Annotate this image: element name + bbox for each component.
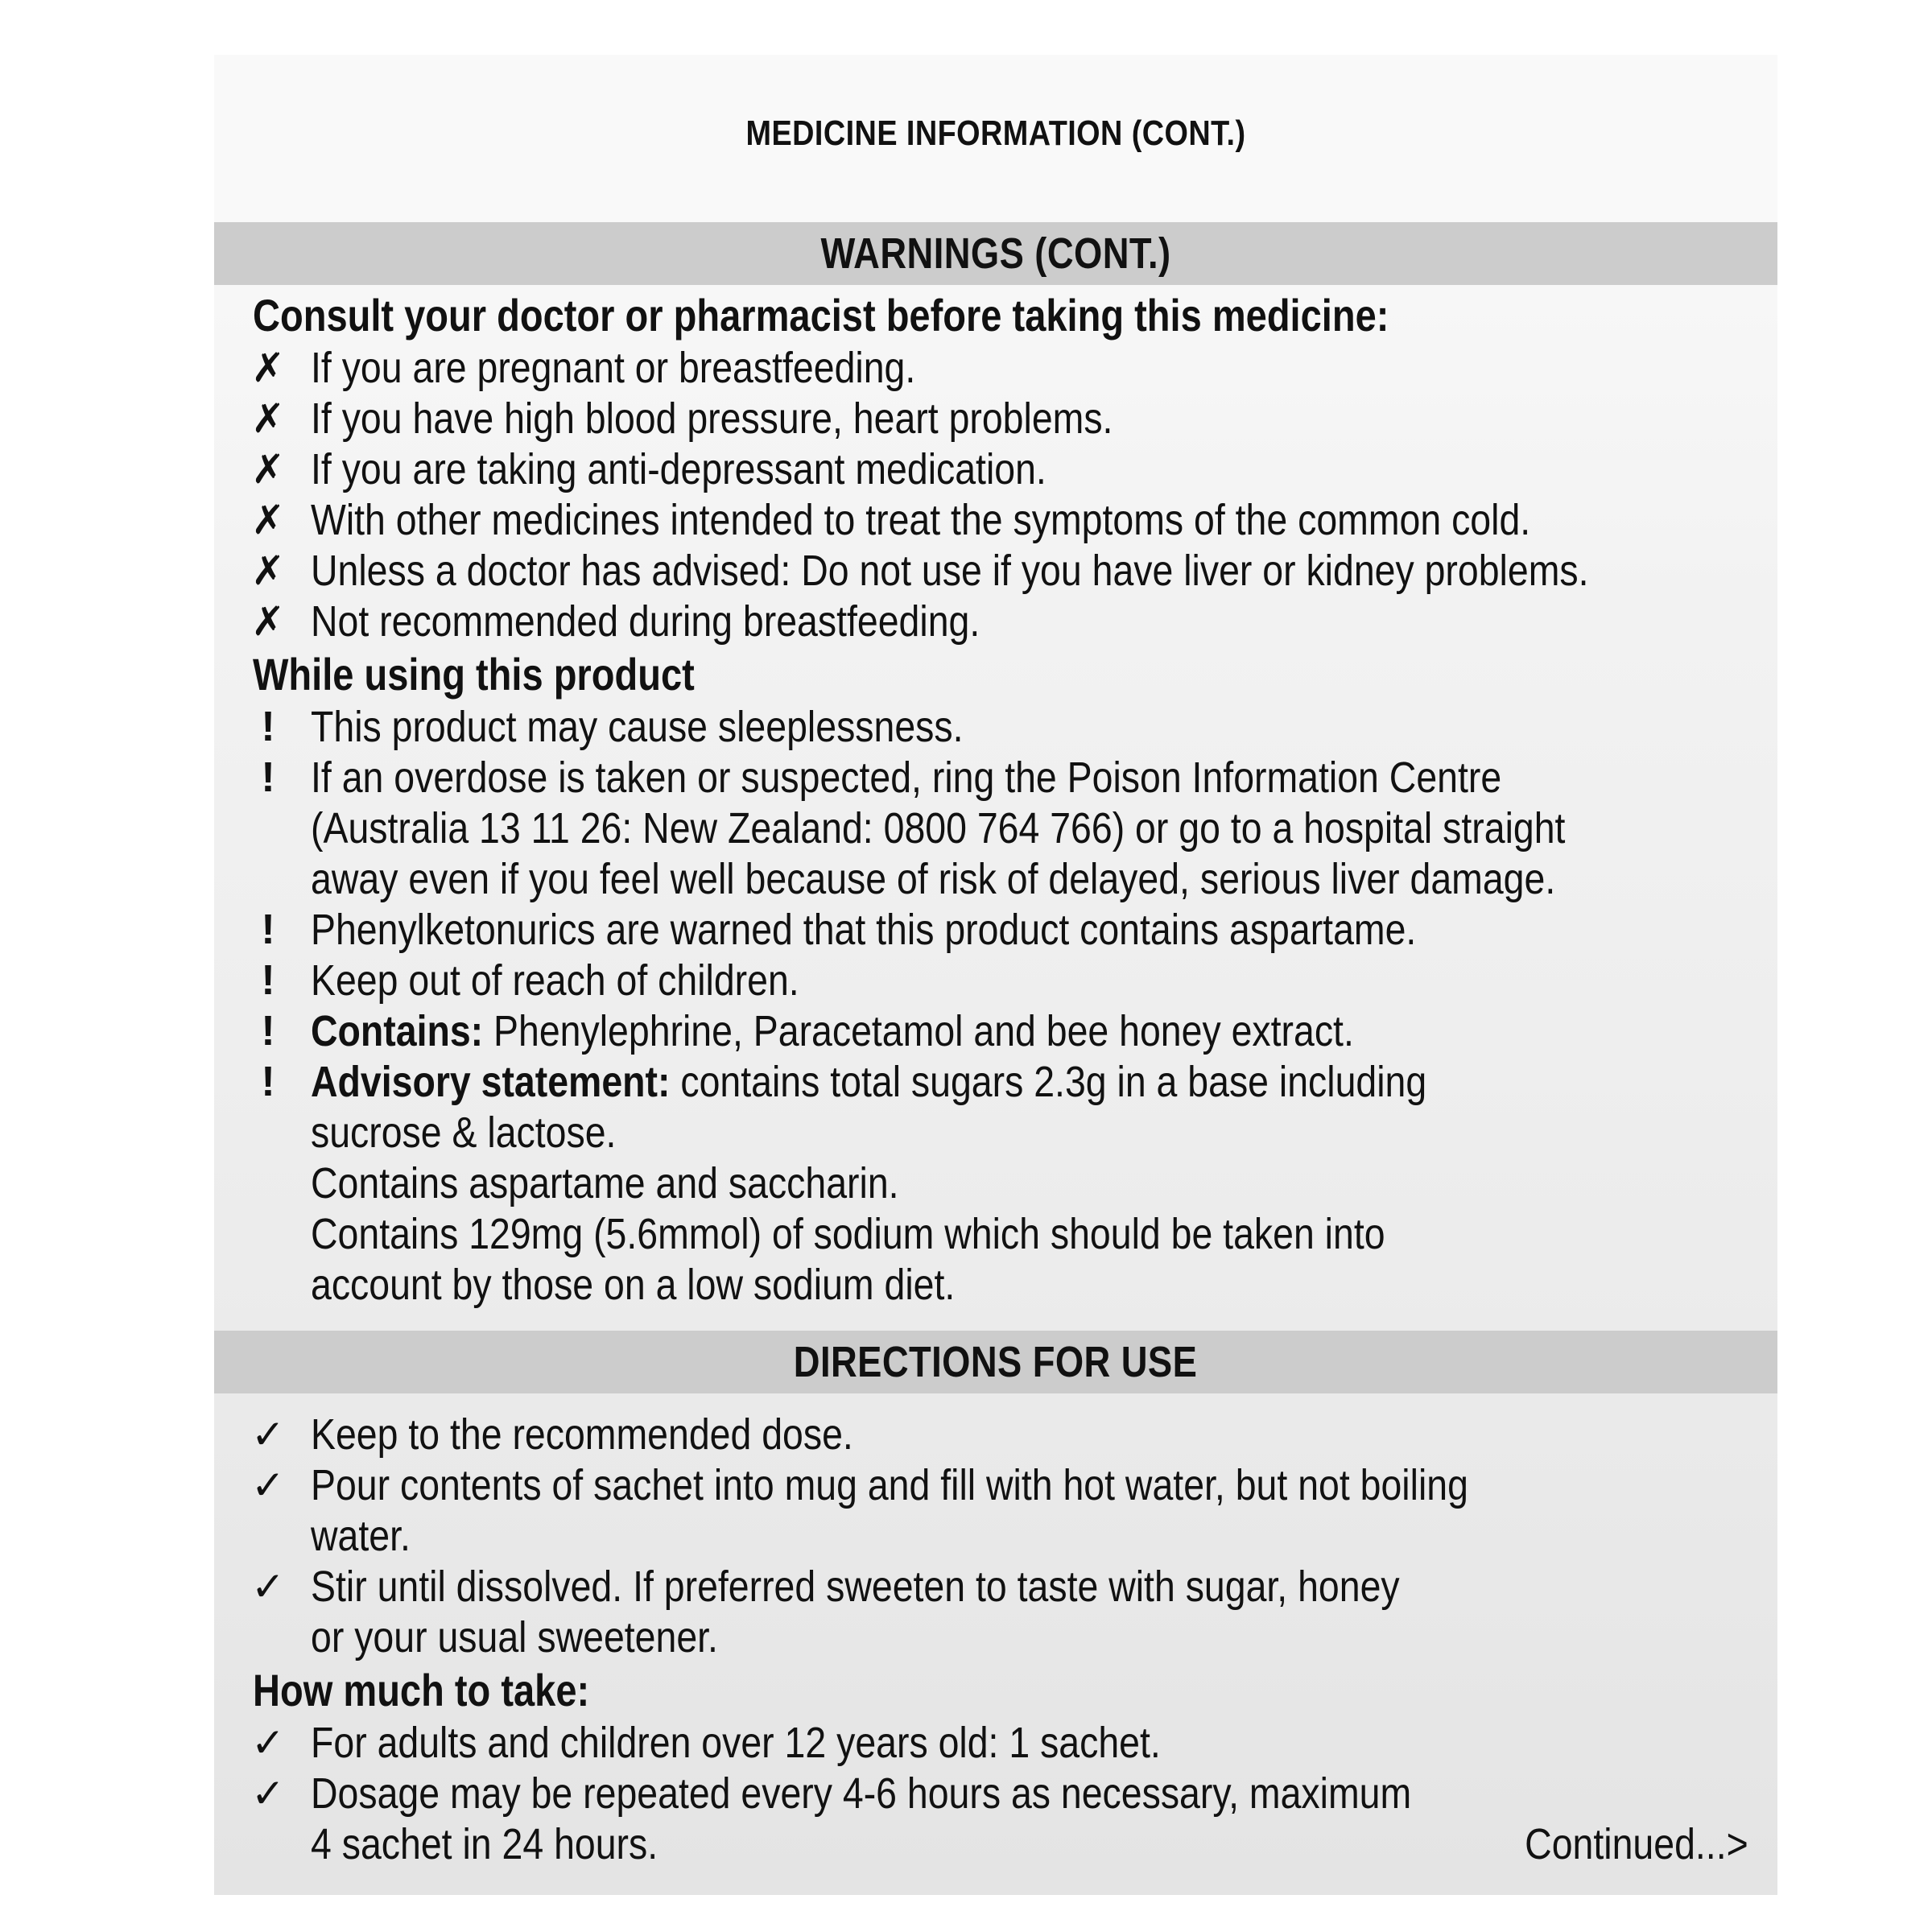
checkmark-icon: ✓ xyxy=(251,1412,285,1457)
list-item: ✓ Stir until dissolved. If preferred sweeten to taste with sugar, honey xyxy=(214,1562,1777,1612)
contains-label: Contains: xyxy=(311,1007,484,1055)
directions-title: DIRECTIONS FOR USE xyxy=(794,1338,1198,1386)
list-item: ! Keep out of reach of children. xyxy=(214,956,1777,1006)
list-item: ✓ Dosage may be repeated every 4-6 hours as necessary, maximum xyxy=(214,1769,1777,1819)
medicine-info-panel xyxy=(214,55,1777,1895)
advisory-text: contains total sugars 2.3g in a base including xyxy=(670,1058,1427,1106)
how-much-heading: How much to take: xyxy=(253,1665,590,1715)
list-item-continuation: away even if you feel well because of risk of delayed, serious liver damage. xyxy=(311,855,1556,903)
list-item: ✗ If you have high blood pressure, heart problems. xyxy=(214,394,1777,444)
continued-note: Continued...> xyxy=(1525,1820,1748,1868)
list-item-continuation: 4 sachet in 24 hours. Continued...> xyxy=(311,1820,1748,1868)
list-item: ✗ If you are taking anti-depressant medication. xyxy=(214,444,1777,495)
warnings-section xyxy=(214,288,1777,1311)
list-item: ! If an overdose is taken or suspected, ring the Poison Information Centre xyxy=(214,753,1777,803)
list-item-continuation: sucrose & lactose. xyxy=(311,1108,617,1157)
list-item: ! Phenylketonurics are warned that this product contains aspartame. xyxy=(214,905,1777,956)
exclamation-icon: ! xyxy=(261,1059,275,1105)
list-item: ! This product may cause sleeplessness. xyxy=(214,702,1777,753)
exclamation-icon: ! xyxy=(261,906,275,953)
while-using-heading: While using this product xyxy=(253,649,695,700)
warnings-title: WARNINGS (CONT.) xyxy=(820,229,1171,278)
advisory-label: Advisory statement: xyxy=(311,1058,671,1106)
page-header xyxy=(214,55,1777,222)
checkmark-icon: ✓ xyxy=(251,1720,285,1765)
directions-section xyxy=(214,1410,1777,1870)
cross-icon: ✗ xyxy=(251,447,285,492)
list-item: ✗ With other medicines intended to treat the symptoms of the common cold. xyxy=(214,495,1777,546)
list-item xyxy=(214,1006,1777,1057)
list-item-continuation: account by those on a low sodium diet. xyxy=(311,1261,956,1309)
list-item: ✗ Not recommended during breastfeeding. xyxy=(214,597,1777,647)
list-item-continuation: Contains aspartame and saccharin. xyxy=(311,1159,899,1208)
checkmark-icon: ✓ xyxy=(251,1463,285,1508)
list-item: ✓ For adults and children over 12 years old: 1 sachet. xyxy=(214,1718,1777,1769)
list-item-continuation: water. xyxy=(311,1512,411,1560)
list-item: ✓ Keep to the recommended dose. xyxy=(214,1410,1777,1460)
exclamation-icon: ! xyxy=(261,754,275,801)
list-item-continuation: Contains 129mg (5.6mmol) of sodium which should be taken into xyxy=(311,1210,1385,1258)
checkmark-icon: ✓ xyxy=(251,1771,285,1816)
list-item: ✗ Unless a doctor has advised: Do not use if you have liver or kidney problems. xyxy=(214,546,1777,597)
page-title: MEDICINE INFORMATION (CONT.) xyxy=(745,114,1246,153)
list-item: ✓ Pour contents of sachet into mug and fill with hot water, but not boiling xyxy=(214,1460,1777,1511)
cross-icon: ✗ xyxy=(251,396,285,441)
directions-section-header xyxy=(214,1331,1777,1393)
cross-icon: ✗ xyxy=(251,548,285,593)
list-item xyxy=(214,1057,1777,1108)
checkmark-icon: ✓ xyxy=(251,1564,285,1609)
exclamation-icon: ! xyxy=(261,704,275,750)
cross-icon: ✗ xyxy=(251,599,285,644)
list-item-continuation: or your usual sweetener. xyxy=(311,1613,718,1662)
warnings-section-header xyxy=(214,222,1777,285)
consult-heading: Consult your doctor or pharmacist before taking this medicine: xyxy=(253,290,1389,341)
exclamation-icon: ! xyxy=(261,1008,275,1055)
cross-icon: ✗ xyxy=(251,345,285,390)
list-item-continuation: (Australia 13 11 26: New Zealand: 0800 764 766) or go to a hospital straight xyxy=(311,804,1566,852)
list-item: ✗ If you are pregnant or breastfeeding. xyxy=(214,343,1777,394)
cross-icon: ✗ xyxy=(251,497,285,543)
exclamation-icon: ! xyxy=(261,957,275,1004)
contains-text: Phenylephrine, Paracetamol and bee honey extract. xyxy=(483,1007,1354,1055)
